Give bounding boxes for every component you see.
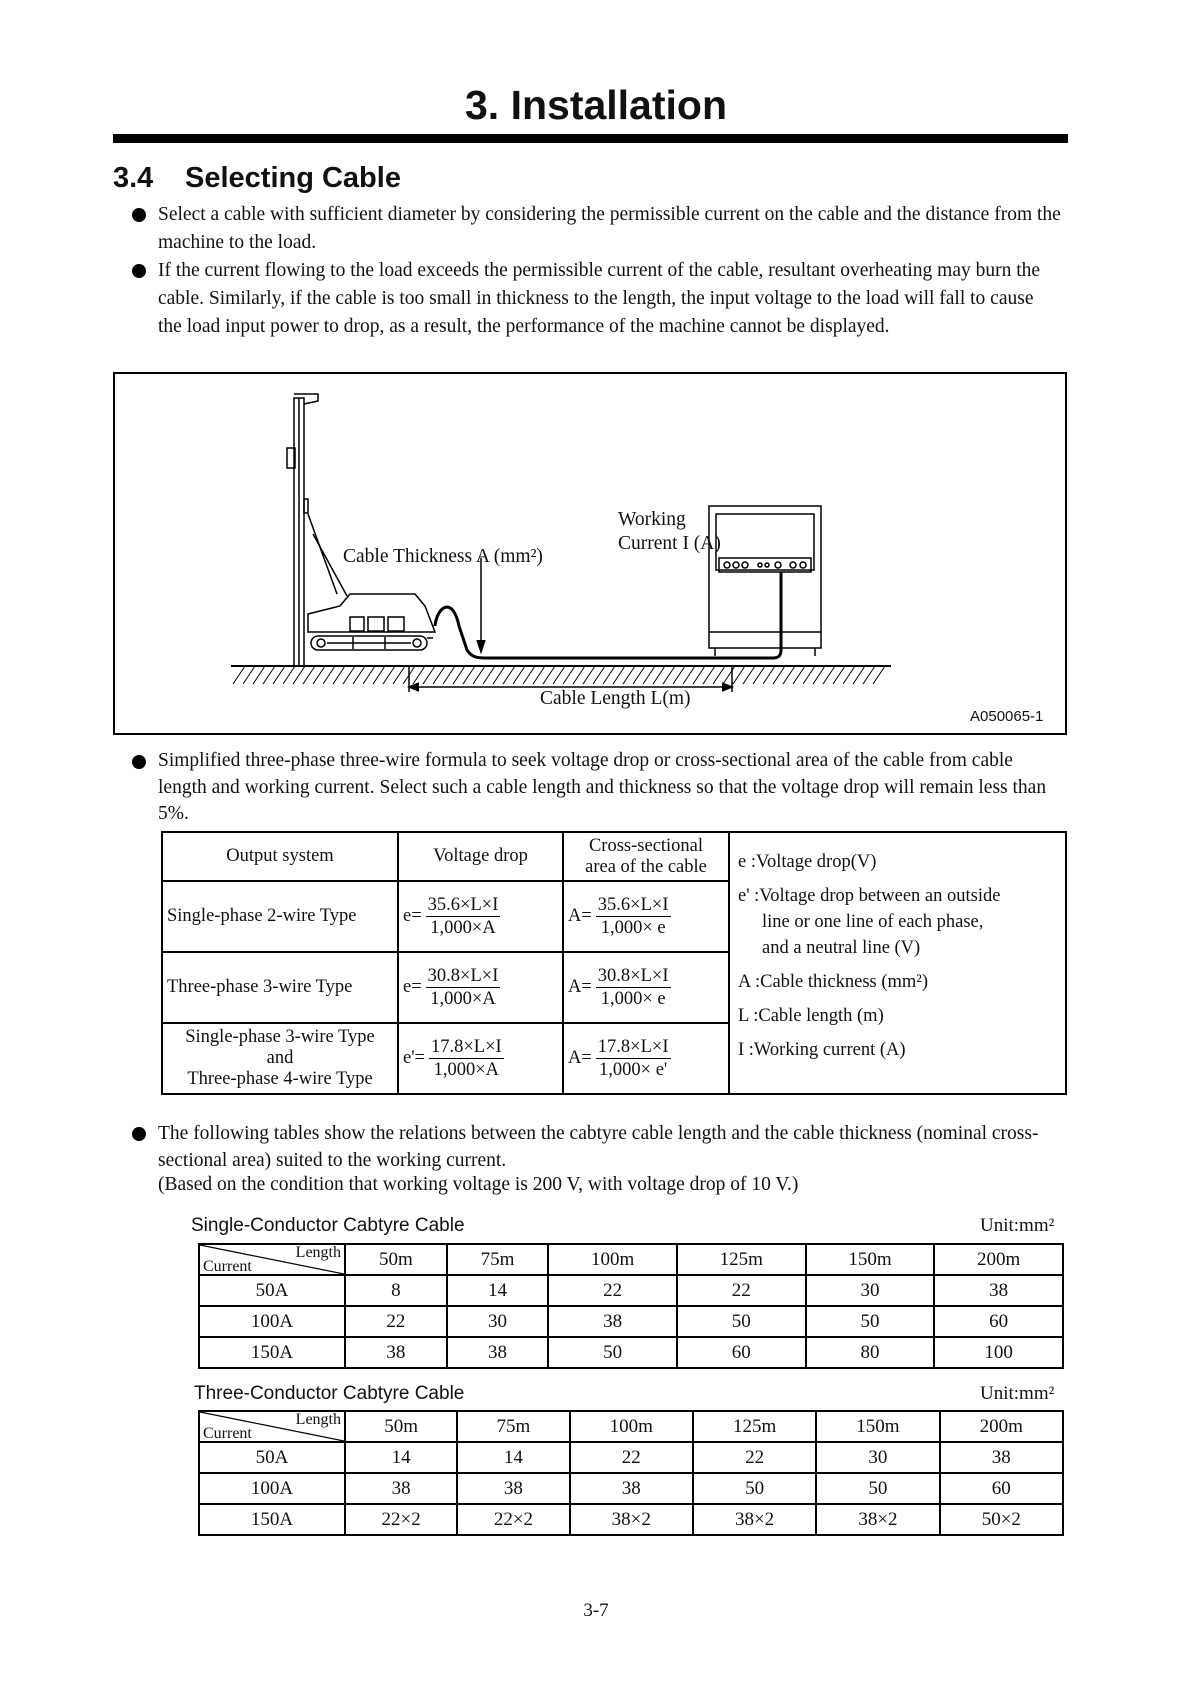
area-formula-cell	[563, 881, 729, 952]
legend-i: I :Working current (A)	[738, 1040, 906, 1060]
bullet-item	[132, 257, 1062, 341]
value-cell: 22	[570, 1442, 693, 1473]
formula-fraction	[596, 965, 671, 1010]
current-cell: 100A	[199, 1306, 345, 1337]
table-row	[199, 1306, 1063, 1337]
corner-header-cell	[199, 1244, 345, 1275]
area-formula-cell	[563, 1023, 729, 1094]
value-cell: 38×2	[693, 1504, 816, 1535]
formula-lhs: e=	[403, 906, 422, 926]
value-cell: 38	[345, 1473, 457, 1504]
header-output-system: Output system	[162, 832, 398, 881]
formula-denominator: 1,000×A	[433, 1060, 500, 1080]
page-number: 3-7	[583, 1600, 609, 1621]
formula-denominator: 1,000× e	[600, 989, 666, 1009]
current-cell: 150A	[199, 1504, 345, 1535]
formula-lhs: e'=	[403, 1048, 425, 1068]
value-cell: 38×2	[570, 1504, 693, 1535]
working-current-label-line-1: Working	[618, 509, 686, 530]
value-cell: 38	[940, 1442, 1063, 1473]
legend-a: A :Cable thickness (mm²)	[738, 972, 929, 992]
three-conductor-caption: Three-Conductor Cabtyre Cable	[194, 1383, 465, 1404]
value-cell: 50	[677, 1306, 806, 1337]
voltage-formula-cell	[398, 952, 563, 1023]
value-cell: 60	[677, 1337, 806, 1368]
formula-lhs: A=	[568, 977, 592, 997]
value-cell: 50	[548, 1337, 677, 1368]
value-cell: 38	[457, 1473, 569, 1504]
current-header: Current	[203, 1258, 252, 1275]
value-cell: 38	[447, 1337, 549, 1368]
value-cell: 38×2	[816, 1504, 939, 1535]
corner-header-cell	[199, 1411, 345, 1442]
length-column-header: 150m	[816, 1411, 939, 1442]
bullet-dot	[132, 1127, 146, 1141]
value-cell: 100	[934, 1337, 1063, 1368]
value-cell: 50	[816, 1473, 939, 1504]
length-column-header: 125m	[693, 1411, 816, 1442]
value-cell: 14	[345, 1442, 457, 1473]
table-header-row	[162, 832, 1066, 881]
formula-fraction	[596, 894, 671, 939]
chapter-title: 3. Installation	[465, 82, 727, 128]
output-system-cell: Single-phase 2-wire Type	[162, 881, 398, 952]
output-system-cell: Three-phase 3-wire Type	[162, 952, 398, 1023]
formula-numerator: 17.8×L×I	[430, 1037, 502, 1057]
formula-lhs: e=	[403, 977, 422, 997]
length-column-header: 150m	[806, 1244, 935, 1275]
working-current-label-line-2: Current I (A)	[618, 533, 721, 554]
chapter-rule	[113, 134, 1068, 143]
single-conductor-unit: Unit:mm²	[980, 1215, 1055, 1236]
header-cross-section-line-2: area of the cable	[585, 856, 707, 877]
voltage-formula-cell	[398, 1023, 563, 1094]
single-conductor-table	[198, 1243, 1064, 1369]
control-panel	[709, 506, 821, 656]
table-row	[199, 1473, 1063, 1504]
value-cell: 30	[447, 1306, 549, 1337]
value-cell: 38	[548, 1306, 677, 1337]
value-cell: 22	[345, 1306, 447, 1337]
header-cross-section	[563, 832, 729, 881]
legend-e: e :Voltage drop(V)	[738, 852, 877, 872]
table-row	[199, 1275, 1063, 1306]
formula-numerator: 35.6×L×I	[597, 895, 669, 915]
working-current-label	[618, 508, 721, 556]
ground-hatching	[233, 666, 885, 684]
current-cell: 150A	[199, 1337, 345, 1368]
value-cell: 60	[940, 1473, 1063, 1504]
legend-e-prime-line-3: and a neutral line (V)	[762, 938, 921, 958]
formula-numerator: 17.8×L×I	[597, 1037, 669, 1057]
length-column-header: 75m	[457, 1411, 569, 1442]
length-column-header: 200m	[940, 1411, 1063, 1442]
crawler-machine	[308, 594, 435, 650]
formula-denominator: 1,000× e'	[599, 1060, 668, 1080]
table-row	[199, 1504, 1063, 1535]
value-cell: 30	[806, 1275, 935, 1306]
value-cell: 80	[806, 1337, 935, 1368]
value-cell: 38	[345, 1337, 447, 1368]
current-cell: 50A	[199, 1442, 345, 1473]
output-system-cell	[162, 1023, 398, 1094]
formula-fraction	[426, 894, 501, 939]
formula-denominator: 1,000× e	[600, 918, 666, 938]
formula-fraction	[426, 965, 501, 1010]
bullet-item	[132, 748, 1062, 828]
legend-l: L :Cable length (m)	[738, 1006, 884, 1026]
length-header: Length	[295, 1244, 341, 1261]
cable-diagram-figure	[113, 372, 1067, 735]
output-system-line-1: Single-phase 3-wire Type	[185, 1027, 375, 1047]
bullet-item	[132, 1120, 1062, 1174]
bullet-dot	[132, 264, 146, 278]
value-cell: 22×2	[345, 1504, 457, 1535]
value-cell: 8	[345, 1275, 447, 1306]
header-cross-section-line-1: Cross-sectional	[588, 835, 704, 856]
cable-diagram	[115, 374, 1064, 732]
three-conductor-table	[198, 1410, 1064, 1536]
legend-cell	[729, 832, 1066, 1094]
header-voltage-drop: Voltage drop	[398, 832, 563, 881]
cable-length-label: Cable Length L(m)	[540, 688, 691, 709]
output-system-line-3: Three-phase 4-wire Type	[187, 1069, 373, 1089]
value-cell: 22×2	[457, 1504, 569, 1535]
formula-numerator: 35.6×L×I	[427, 895, 499, 915]
section-number: 3.4	[113, 162, 154, 194]
bullet-dot	[132, 755, 146, 769]
table-row	[199, 1337, 1063, 1368]
cable-line	[435, 572, 781, 658]
bullet-dot	[132, 208, 146, 222]
current-cell: 50A	[199, 1275, 345, 1306]
length-column-header: 125m	[677, 1244, 806, 1275]
legend-e-prime-line-2: line or one line of each phase,	[762, 912, 984, 932]
value-cell: 60	[934, 1306, 1063, 1337]
section-title: Selecting Cable	[185, 162, 401, 194]
formula-fraction	[596, 1036, 671, 1081]
value-cell: 14	[457, 1442, 569, 1473]
bullet-text: The following tables show the relations between the cabtyre cable length and the cable thickness (nominal cross-sectional area) suited to the working current.	[158, 1123, 1039, 1171]
formula-denominator: 1,000×A	[430, 989, 496, 1009]
formula-lhs: A=	[568, 1048, 592, 1068]
formula-numerator: 30.8×L×I	[597, 966, 669, 986]
area-formula-cell	[563, 952, 729, 1023]
length-column-header: 100m	[570, 1411, 693, 1442]
current-cell: 100A	[199, 1473, 345, 1504]
formula-lhs: A=	[568, 906, 592, 926]
formula-table	[161, 831, 1067, 1095]
length-header: Length	[295, 1411, 341, 1428]
value-cell: 38	[934, 1275, 1063, 1306]
value-cell: 50×2	[940, 1504, 1063, 1535]
condition-note: (Based on the condition that working voltage is 200 V, with voltage drop of 10 V.)	[158, 1174, 799, 1195]
value-cell: 14	[447, 1275, 549, 1306]
length-column-header: 75m	[447, 1244, 549, 1275]
value-cell: 38	[570, 1473, 693, 1504]
length-column-header: 50m	[345, 1411, 457, 1442]
formula-denominator: 1,000×A	[430, 918, 496, 938]
bullet-text: Select a cable with sufficient diameter by considering the permissible current on the cable and the distance from the machine to the load.	[158, 204, 1061, 253]
value-cell: 30	[816, 1442, 939, 1473]
bullet-text: Simplified three-phase three-wire formula to seek voltage drop or cross-sectional area of the cable from cable length and working current. Select such a cable length and thickness so that the voltage drop will remain less than 5%.	[158, 750, 1047, 824]
length-column-header: 100m	[548, 1244, 677, 1275]
value-cell: 50	[693, 1473, 816, 1504]
figure-id: A050065-1	[970, 708, 1044, 725]
length-column-header: 200m	[934, 1244, 1063, 1275]
value-cell: 22	[548, 1275, 677, 1306]
formula-numerator: 30.8×L×I	[427, 966, 499, 986]
voltage-formula-cell	[398, 881, 563, 952]
table-header-row	[199, 1244, 1063, 1275]
output-system-line-2: and	[266, 1048, 294, 1068]
table-header-row	[199, 1411, 1063, 1442]
bullet-text: If the current flowing to the load exceeds the permissible current of the cable, resultant overheating may burn the cable. Similarly, if the cable is too small in thickness to the length, the input voltage to the load will fall to cause the load input power to drop, as a result, the performance of the machine cannot be displayed.	[158, 260, 1041, 337]
single-conductor-caption: Single-Conductor Cabtyre Cable	[191, 1215, 465, 1236]
bullet-item	[132, 201, 1062, 257]
formula-fraction	[429, 1036, 504, 1081]
current-header: Current	[203, 1425, 252, 1442]
section-heading	[113, 162, 401, 195]
legend-e-prime: e' :Voltage drop between an outside	[738, 886, 1001, 906]
length-column-header: 50m	[345, 1244, 447, 1275]
table-row	[199, 1442, 1063, 1473]
value-cell: 22	[693, 1442, 816, 1473]
value-cell: 22	[677, 1275, 806, 1306]
cable-thickness-label: Cable Thickness A (mm²)	[343, 546, 543, 567]
three-conductor-unit: Unit:mm²	[980, 1383, 1055, 1404]
value-cell: 50	[806, 1306, 935, 1337]
